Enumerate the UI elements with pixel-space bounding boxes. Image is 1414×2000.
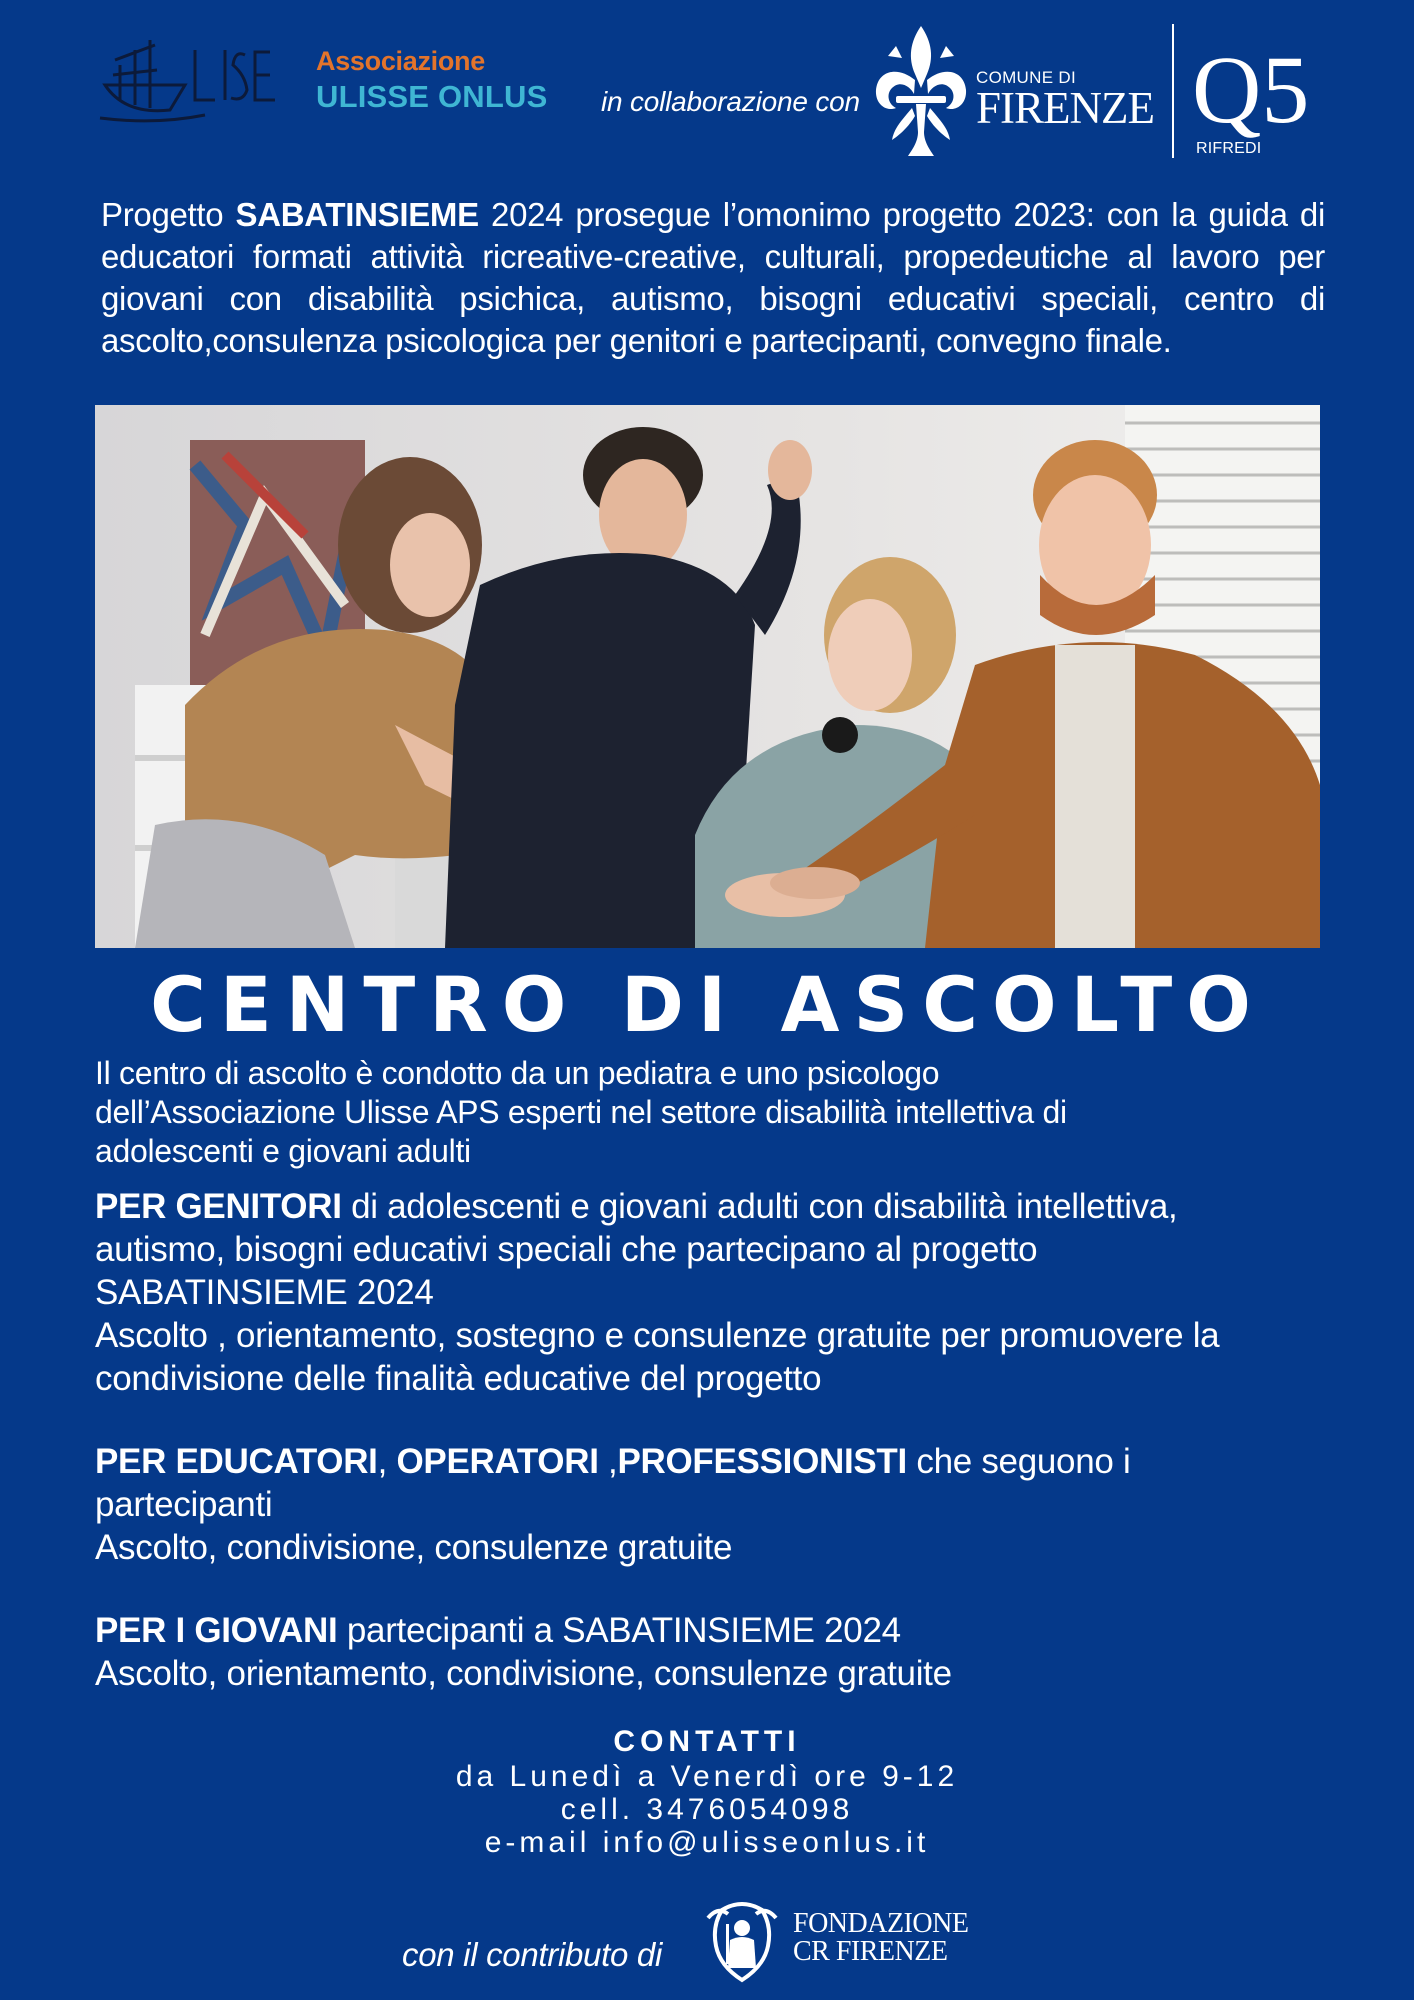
intro-text: 2024 prosegue l’omonimo progetto 2023: con la guida di educatori formati attività ricreative-creative, culturali, propedeutiche al lavoro per giovani con disabilità psichica, autismo, bisogni educativi speciali, centro di ascolto,consulenza psicologica per genitori e partecipanti, convegno finale.: [101, 196, 1325, 359]
group-photo: [95, 405, 1320, 948]
description-line: dell’Associazione Ulisse APS esperti nel settore disabilità intellettiva di: [95, 1094, 1067, 1130]
description-line: adolescenti e giovani adulti: [95, 1133, 471, 1169]
firenze-label: FIRENZE: [976, 83, 1154, 133]
header-divider: [1172, 24, 1174, 158]
page-title: CENTRO DI ASCOLTO: [150, 960, 1265, 1049]
intro-paragraph: [101, 194, 1325, 362]
fondazione-name: [793, 1910, 968, 1966]
contact-phone[interactable]: cell. 3476054098: [560, 1793, 854, 1826]
section-text: SABATINSIEME 2024: [95, 1273, 434, 1312]
project-name: SABATINSIEME: [235, 196, 479, 233]
collaboration-text: in collaborazione con: [601, 86, 860, 117]
section-giovani: [95, 1609, 1335, 1695]
contacts: [0, 1724, 1414, 1859]
fondazione-line: CR FIRENZE: [793, 1936, 948, 1967]
q5-logo-text: Q5: [1192, 40, 1310, 143]
contacts-title: CONTATTI: [613, 1725, 801, 1758]
section-text: autismo, bisogni educativi speciali che partecipano al progetto: [95, 1230, 1038, 1269]
contact-email[interactable]: e-mail info@ulisseonlus.it: [484, 1826, 930, 1859]
section-text: Ascolto, condivisione, consulenze gratuite: [95, 1528, 733, 1567]
body-text: [95, 1054, 1335, 1695]
description-paragraph: [95, 1054, 1335, 1171]
section-text: partecipanti: [95, 1485, 273, 1524]
section-text: Ascolto, orientamento, condivisione, consulenze gratuite: [95, 1654, 952, 1693]
contact-hours: da Lunedì a Venerdì ore 9-12: [455, 1760, 959, 1793]
separator: ,: [377, 1442, 397, 1481]
quartiere-name: RIFREDI: [1196, 140, 1262, 157]
association-label: Associazione: [316, 46, 485, 76]
comune-label: COMUNE DI: [976, 68, 1076, 87]
section-text: partecipanti a SABATINSIEME 2024: [337, 1611, 901, 1650]
section-heading: PER I GIOVANI: [95, 1611, 338, 1650]
header: [0, 0, 1414, 180]
contribution-text: con il contributo di: [402, 1936, 662, 1973]
fondazione-line: FONDAZIONE: [793, 1908, 969, 1939]
section-heading: PROFESSIONISTI: [617, 1442, 907, 1481]
q5-logo: [1188, 40, 1322, 144]
separator: ,: [598, 1442, 618, 1481]
section-heading: OPERATORI: [396, 1442, 599, 1481]
description-line: Il centro di ascolto è condotto da un pediatra e uno psicologo: [95, 1055, 940, 1091]
section-text: che seguono i: [906, 1442, 1131, 1481]
section-genitori: [95, 1185, 1335, 1400]
fondazione-cr-firenze-icon: [702, 1896, 782, 1984]
intro-prefix: Progetto: [101, 196, 236, 233]
association-title: ULISSE ONLUS: [316, 79, 548, 114]
section-heading: PER GENITORI: [95, 1187, 342, 1226]
fleur-de-lis-icon: [868, 24, 974, 160]
section-text: Ascolto , orientamento, sostegno e consulenze gratuite per promuovere la: [95, 1316, 1220, 1355]
section-text: di adolescenti e giovani adulti con disabilità intellettiva,: [341, 1187, 1178, 1226]
section-text: condivisione delle finalità educative del progetto: [95, 1359, 822, 1398]
section-educatori: [95, 1440, 1335, 1569]
association-name: [316, 46, 547, 115]
ulisse-ship-logo: [95, 30, 285, 130]
section-heading: PER EDUCATORI: [95, 1442, 378, 1481]
comune-di-firenze: [976, 68, 1154, 133]
